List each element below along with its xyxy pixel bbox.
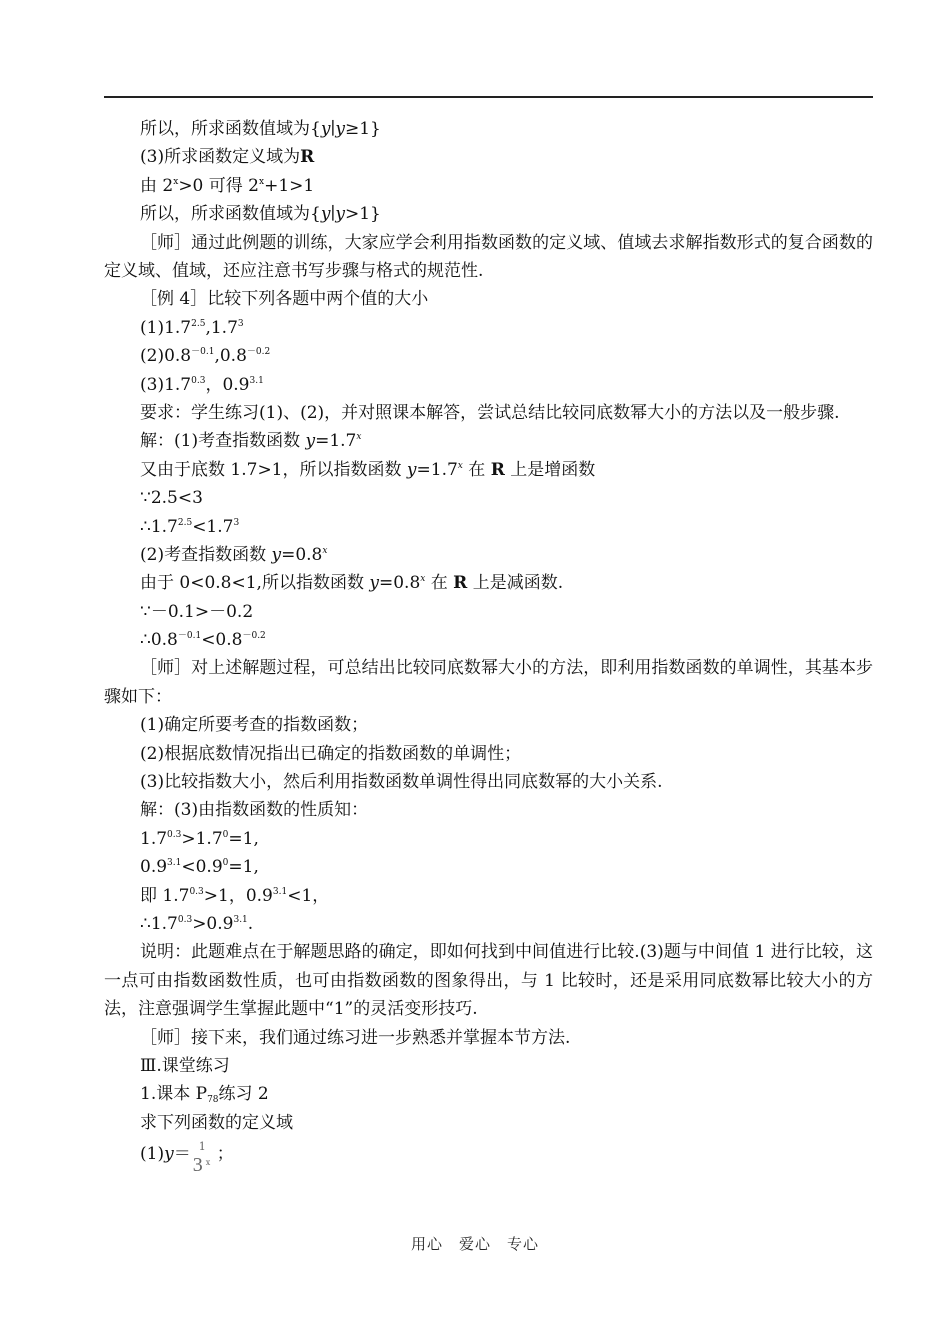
solution-2-line-4: $\therefore 0.8^{-0.1}<0.8^{-0.2}$ <box>140 630 266 651</box>
paragraph-teacher-1: ［师］通过此例题的训练，大家应学会利用指数函数的定义域、值域去求解指数形式的复合函数的定义域、值域，还应注意书写步骤与格式的规范性. <box>104 232 873 281</box>
section-heading-practice: Ⅲ.课堂练习 <box>140 1056 230 1077</box>
line-range-3: 所以，所求函数值域为{y∣y>1} <box>140 204 381 225</box>
solution-1-line-2: 又由于底数 1.7>1，所以指数函数 $y=1.7^x$ 在 R 上是增函数 <box>140 459 596 480</box>
example-4-item-3: $(3)1.7^{0.3}$，$0.9^{3.1}$ <box>140 374 264 395</box>
line-range-2: 所以，所求函数值域为{y∣y≥1} <box>140 119 381 139</box>
exercise-reference: 1.课本 $P_{78}$练习 2 <box>140 1084 269 1106</box>
paragraph-explanation: 说明：此题难点在于解题思路的确定，即如何找到中间值进行比较.(3)题与中间值 1 进行比较，这一点可由指数函数性质，也可由指数函数的图象得出，与 1 比较时，还是采用同底数幂比较大小的方法，注意强调学生掌握此题中“1”的灵活变形技巧. <box>104 942 873 1020</box>
example-4-item-1: $(1)1.7^{2.5},1.7^3$ <box>140 317 244 338</box>
solution-2-line-1: (2)考查指数函数 $y=0.8^x$ <box>140 544 328 565</box>
solution-2-line-3: ∵－0.1>－0.2 <box>140 601 254 622</box>
line-teacher-3: ［师］接下来，我们通过练习进一步熟悉并掌握本节方法. <box>140 1027 571 1048</box>
step-3: (3)比较指数大小，然后利用指数函数单调性得出同底数幂的大小关系. <box>140 772 663 793</box>
solution-1-line-1: 解：(1)考查指数函数 $y=1.7^x$ <box>140 431 362 452</box>
solution-1-line-3: ∵2.5<3 <box>140 488 203 509</box>
document-body <box>104 115 873 1181</box>
line-inequality: 由 $2^x>0$ 可得 $2^x+1>1$ <box>140 175 315 196</box>
solution-3-line-1: 解：(3)由指数函数的性质知： <box>140 800 369 821</box>
example-4-heading: ［例 4］比较下列各题中两个值的大小 <box>140 289 429 310</box>
example-4-item-2: $(2)0.8^{-0.1},0.8^{-0.2}$ <box>140 346 271 367</box>
step-1: (1)确定所要考查的指数函数； <box>140 715 369 736</box>
paragraph-requirement: 要求：学生练习(1)、(2)，并对照课本解答，尝试总结比较同底数幂大小的方法以及一般步骤. <box>140 402 840 423</box>
solution-3-line-4: 即 $1.7^{0.3}>1$，$0.9^{3.1}<1$， <box>140 885 330 906</box>
fraction-formula: 1 3 x <box>192 1140 211 1177</box>
step-2: (2)根据底数情况指出已确定的指数函数的单调性； <box>140 743 522 764</box>
paragraph-teacher-2: ［师］对上述解题过程，可总结出比较同底数幂大小的方法，即利用指数函数的单调性，其基本步骤如下： <box>104 658 873 707</box>
solution-3-line-3: $0.9^{3.1}<0.9^0=1$, <box>140 857 259 878</box>
solution-3-line-2: $1.7^{0.3}>1.7^0=1$, <box>140 828 259 849</box>
exercise-prompt: 求下列函数的定义域 <box>140 1112 293 1133</box>
header-rule <box>104 96 873 98</box>
solution-2-line-2: 由于 0<0.8<1,所以指数函数 $y=0.8^x$ 在 R 上是减函数. <box>140 573 564 594</box>
solution-1-line-4: $\therefore 1.7^{2.5}<1.7^3$ <box>140 516 240 537</box>
exercise-item-1: (1)y＝ 1 3 x ； <box>104 1137 873 1181</box>
page-footer: 用心 爱心 专心 <box>410 1235 539 1253</box>
line-domain-3: (3)所求函数定义域为R <box>140 147 315 168</box>
solution-3-line-5: $\therefore 1.7^{0.3}>0.9^{3.1}$. <box>140 914 254 935</box>
